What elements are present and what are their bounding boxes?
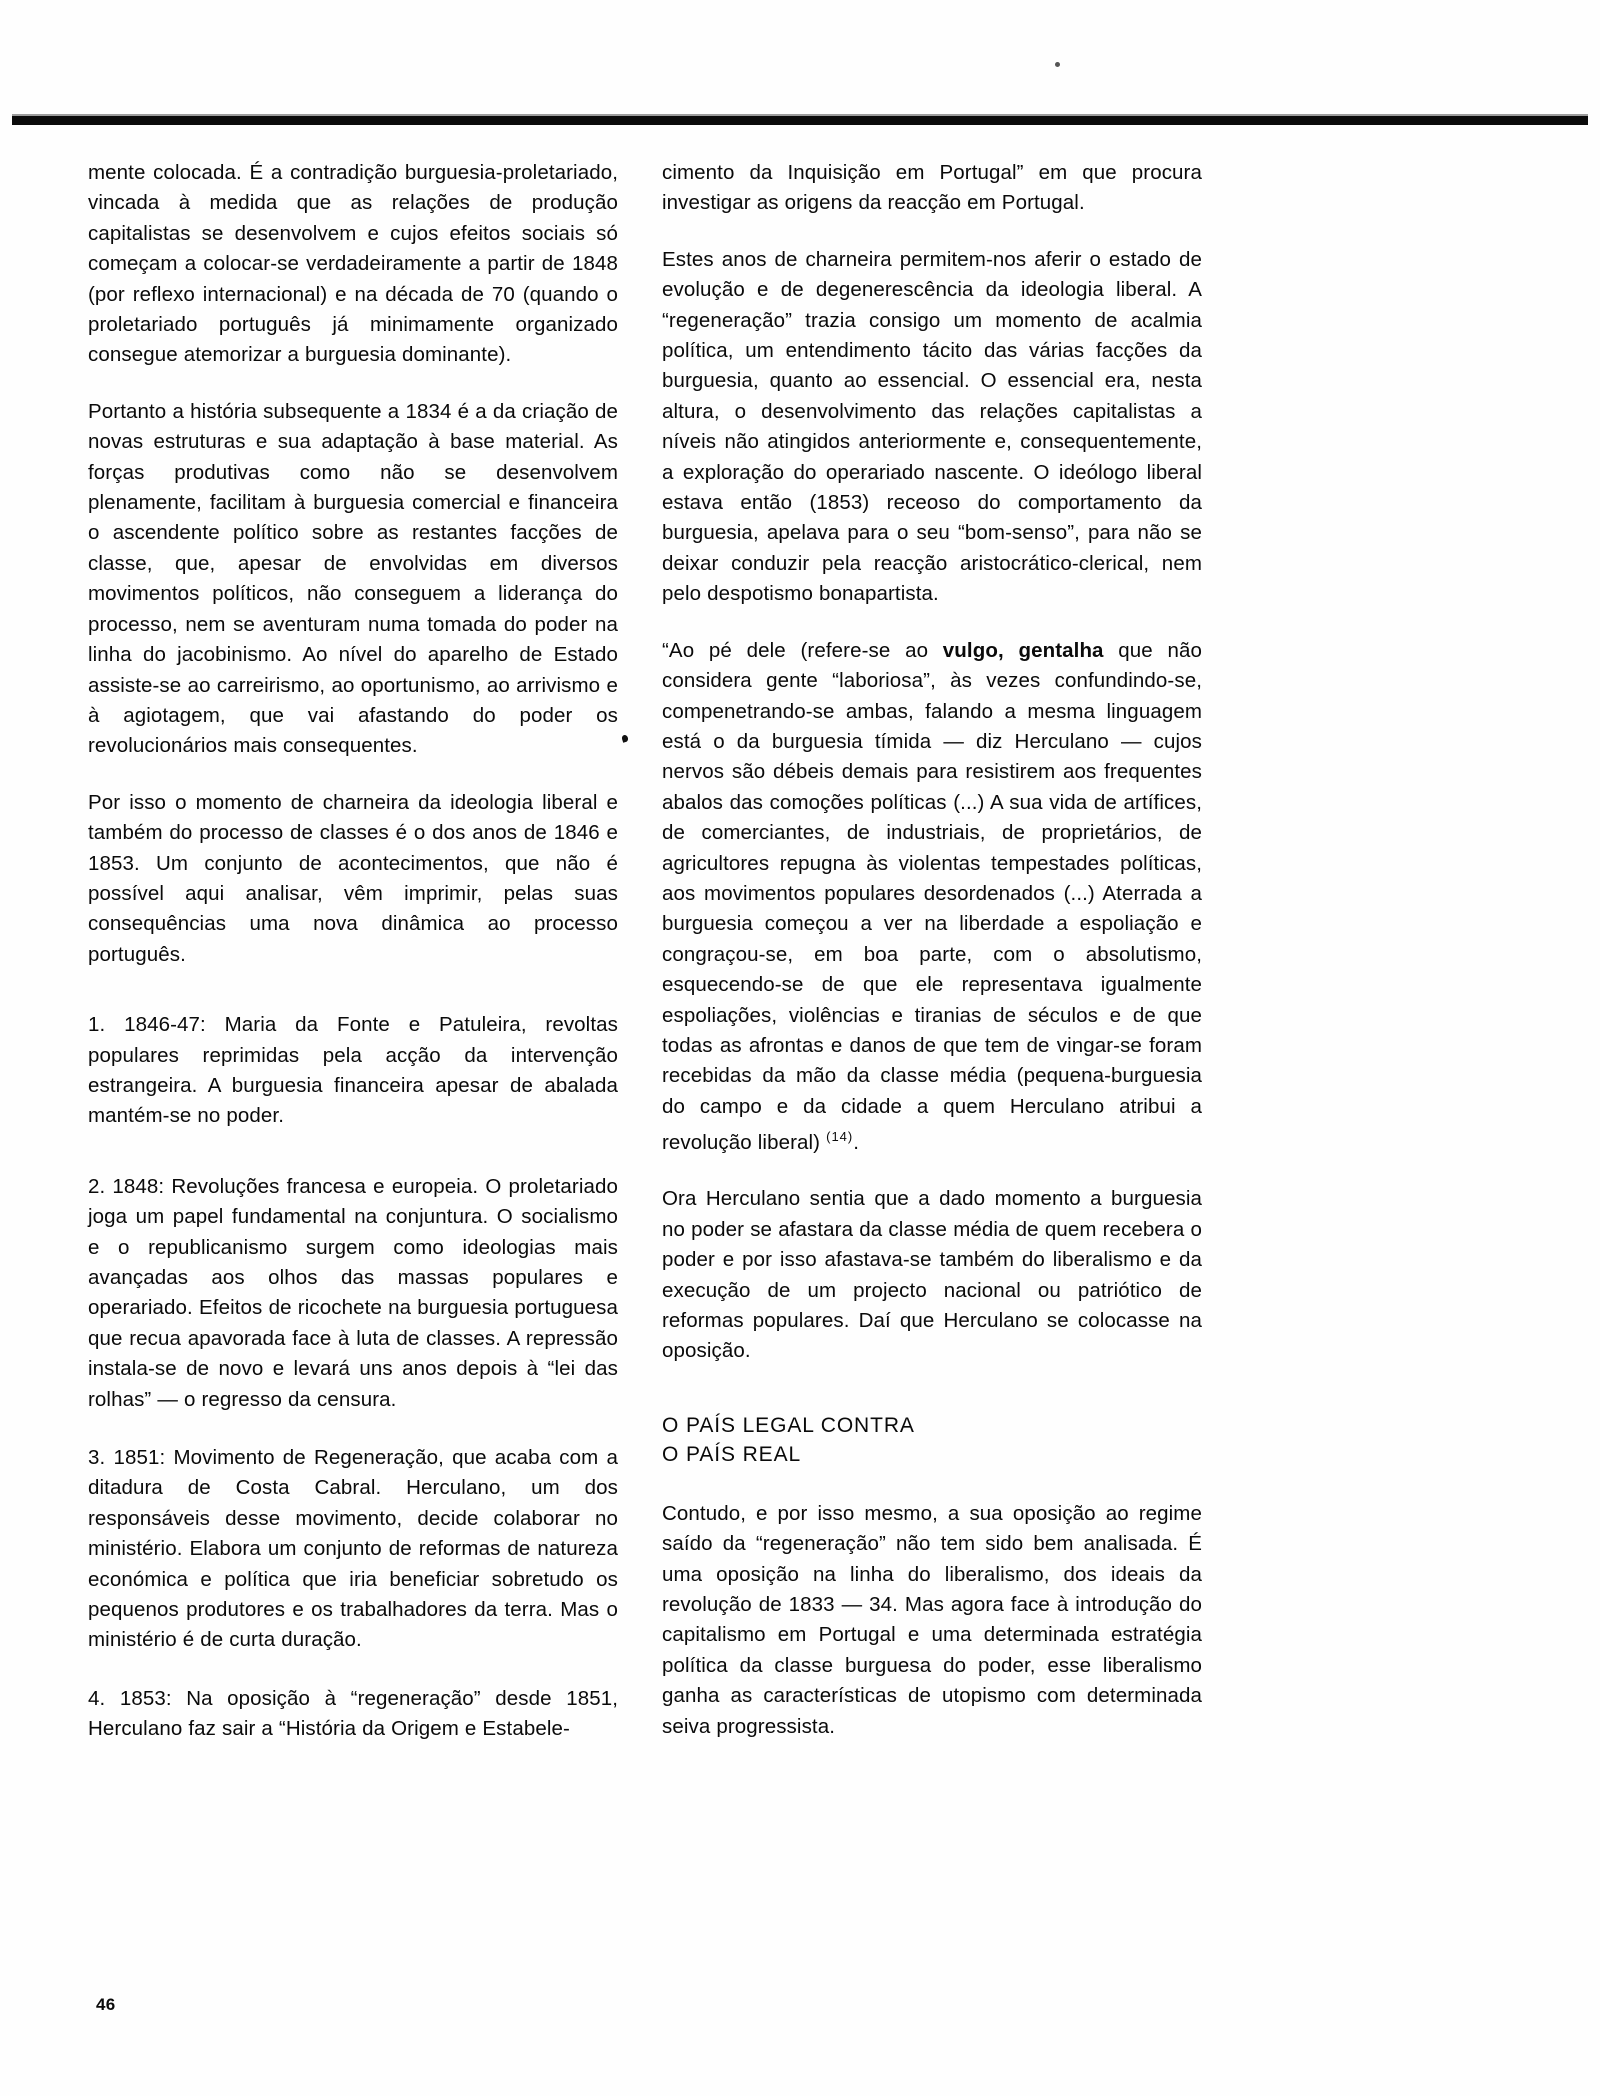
blockquote-herculano bbox=[662, 636, 1202, 1159]
section-heading bbox=[662, 1411, 1202, 1469]
paragraph-historia-subsequente: Portanto a história subsequente a 1834 é a da criação de novas estruturas e sua adaptação à base material. As forças produtivas como não se desenvolvem plenamente, facilitam à burguesia comercial e financeira o ascendente político sobre as restantes facções de classe, que, apesar de envolvidas em diversos movimentos políticos, não conseguem a liderança do processo, nem se aventuram numa tomada do poder na linha do jacobinismo. Ao nível do aparelho de Estado assiste-se ao carreirismo, ao oportunismo, ao arrivismo e à agiotagem, que vai afastando do poder os revolucionários mais consequentes. bbox=[88, 399, 618, 758]
two-column-body bbox=[88, 158, 1512, 1745]
numbered-item-4: 4. 1853: Na oposição à “regeneração” desde 1851, Herculano faz sair a “História da Origem e Estabele- bbox=[88, 1686, 618, 1741]
page-number: 46 bbox=[96, 1995, 116, 2014]
left-column bbox=[88, 158, 618, 1745]
right-column bbox=[662, 158, 1202, 1742]
scan-artifact-speck-top bbox=[1055, 62, 1060, 67]
numbered-item-2: 2. 1848: Revoluções francesa e europeia. O proletariado joga um papel fundamental na conjuntura. O socialismo e o republicanismo surgem como ideologias mais avançadas aos olhos das massas populares e operariado. Efeitos de ricochete na burguesia portuguesa que recua apavorada face à luta de classes. A repressão instala-se de novo e levará uns anos depois à “lei das rolhas” — o regresso da censura. bbox=[88, 1174, 618, 1411]
paragraph-momento-charneira: Por isso o momento de charneira da ideologia liberal e também do processo de classes é o dos anos de 1846 e 1853. Um conjunto de acontecimentos, que não é possível aqui analisar, vêm imprimir, pelas suas consequências uma nova dinâmica ao processo português. bbox=[88, 790, 618, 966]
section-heading-line-1: O PAÍS LEGAL CONTRA bbox=[662, 1413, 915, 1437]
quote-tail: que não considera gente “laboriosa”, às vezes confundindo-se, compenetrando-se ambas, falando a mesma linguagem está o da burguesia tímida — diz Herculano — cujos nervos são débeis demais para resistirem aos frequentes abalos das comoções políticas (...) A sua vida de artífices, de comerciantes, de industriais, de proprietários, de agricultores repugna às violentas tempestades políticas, aos movimentos populares desordenados (...) Aterrada a burguesia começou a ver na liberdade a espoliação e congraçou-se, em boa parte, com o absolutismo, esquecendo-se de que ele representava igualmente espoliações, violências e tiranias de séculos e de que todas as afrontas e danos de que tem de vingar-se foram recebidas da mão da classe média (pequena-burguesia do campo e da cidade a quem Herculano atribui a revolução liberal) bbox=[662, 638, 1202, 1155]
numbered-item-3: 3. 1851: Movimento de Regeneração, que acaba com a ditadura de Costa Cabral. Herculano, um dos responsáveis desse movimento, decide colaborar no ministério. Elabora um conjunto de reformas de natureza económica e política que iria beneficiar sobretudo os pequenos produtores e os trabalhadores da terra. Mas o ministério é de curta duração. bbox=[88, 1446, 618, 1652]
section-heading-line-2: O PAÍS REAL bbox=[662, 1442, 802, 1466]
quote-lead: “Ao pé dele (refere-se ao bbox=[662, 638, 943, 662]
paragraph-anos-charneira: Estes anos de charneira permitem-nos aferir o estado de evolução e de degenerescência da ideologia liberal. A “regeneração” trazia consigo um momento de acalmia política, um entendimento tácito das várias facções da burguesia, quanto ao essencial. O essencial era, nesta altura, o desenvolvimento das relações capitalistas a níveis não atingidos anteriormente e, consequentemente, a exploração do operariado nascente. O ideólogo liberal estava então (1853) receoso do comportamento da burguesia, apelava para o seu “bom-senso”, para não se deixar conduzir pela reacção aristocrático-clerical, nem pelo despotismo bonapartista. bbox=[662, 247, 1202, 606]
numbered-item-1: 1. 1846-47: Maria da Fonte e Patuleira, revoltas populares reprimidas pela acção da intervenção estrangeira. A burguesia financeira apesar de abalada mantém-se no poder. bbox=[88, 1013, 618, 1128]
paragraph-ora-herculano: Ora Herculano sentia que a dado momento a burguesia no poder se afastara da classe média de quem recebera o poder e por isso afastava-se também do liberalismo e da execução de um projecto nacional ou patriótico de reformas populares. Daí que Herculano se colocasse na oposição. bbox=[662, 1187, 1202, 1363]
paragraph-continuation: mente colocada. É a contradição burguesia-proletariado, vincada à medida que as relações de produção capitalistas se desenvolvem e cujos efeitos sociais só começam a colocar-se verdadeiramente a partir de 1848 (por reflexo internacional) e na década de 70 (quando o proletariado português já minimamente organizado consegue atemorizar a burguesia dominante). bbox=[88, 161, 618, 367]
quote-emphasis-vulgo-gentalha: vulgo, gentalha bbox=[942, 638, 1104, 662]
footnote-reference-14: (14) bbox=[826, 1129, 854, 1145]
paragraph-inquisicao: cimento da Inquisição em Portugal” em que procura investigar as origens da reacção em Portugal. bbox=[662, 161, 1202, 215]
paragraph-contudo-oposicao: Contudo, e por isso mesmo, a sua oposição ao regime saído da “regeneração” não tem sido bem analisada. É uma oposição na linha do liberalismo, dos ideais da revolução de 1833 — 34. Mas agora face à introdução do capitalismo em Portugal e uma determinada estratégia política da classe burguesa do poder, esse liberalismo ganha as características de utopismo com determinada seiva progressista. bbox=[662, 1501, 1202, 1738]
header-rule bbox=[12, 116, 1588, 125]
quote-terminator: . bbox=[853, 1131, 860, 1155]
